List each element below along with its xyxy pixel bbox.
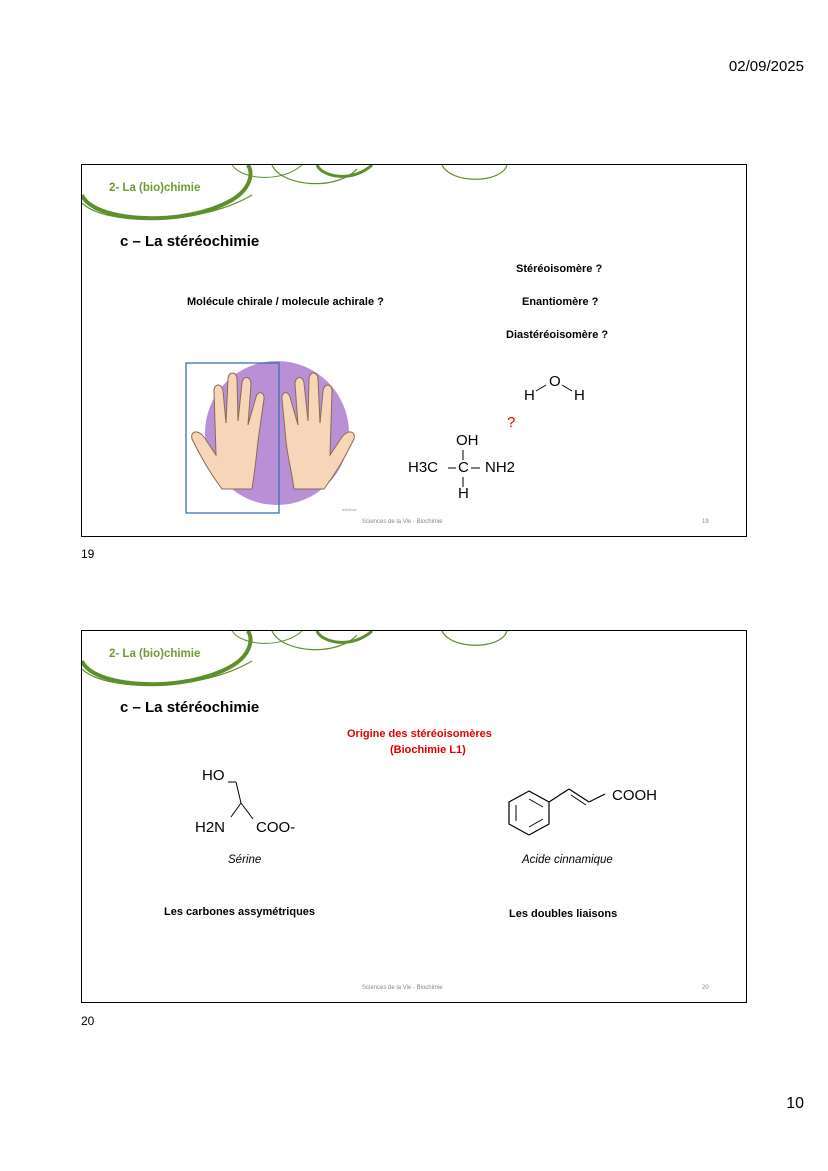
- serine-bonds: [222, 779, 262, 824]
- slide-title: c – La stéréochimie: [120, 699, 260, 716]
- cinnamic-acid-structure: [507, 781, 617, 845]
- swirl-decoration: [82, 165, 747, 225]
- origin-subheading: (Biochimie L1): [390, 744, 466, 756]
- section-label: 2- La (bio)chimie: [109, 648, 201, 660]
- slide-number-19: 19: [81, 547, 95, 561]
- question-mark: ?: [507, 414, 516, 431]
- serine-ho: HO: [202, 767, 225, 784]
- slide-footer-number: 19: [702, 519, 709, 525]
- amine-carbon: C: [458, 459, 469, 476]
- amine-nh2: NH2: [485, 459, 516, 476]
- amine-h: H: [458, 485, 469, 502]
- watermark-text: wikiHow: [342, 507, 357, 512]
- asymmetric-carbons-label: Les carbones assymétriques: [164, 906, 316, 918]
- document-date: 02/09/2025: [728, 58, 804, 75]
- chiral-question: Molécule chirale / molecule achirale ?: [187, 296, 384, 308]
- slide-number-20: 20: [81, 1014, 95, 1028]
- cinnamic-caption: Acide cinnamique: [522, 854, 613, 866]
- stereoisomer-question: Stéréoisomère ?: [516, 263, 603, 275]
- water-o: O: [549, 373, 561, 390]
- slide-footer: Sciences de la Vie - Biochimie: [362, 519, 443, 525]
- amine-bonds: [442, 447, 492, 489]
- section-label: 2- La (bio)chimie: [109, 182, 201, 194]
- water-bonds: [532, 379, 582, 395]
- serine-h2n: H2N: [195, 819, 226, 836]
- double-bonds-label: Les doubles liaisons: [509, 908, 618, 920]
- enantiomer-question: Enantiomère ?: [522, 296, 599, 308]
- diastereoisomer-question: Diastéréoisomère ?: [506, 329, 609, 341]
- slide-20: [81, 630, 747, 1003]
- serine-caption: Sérine: [228, 854, 262, 866]
- amine-h3c: H3C: [408, 459, 439, 476]
- slide-footer: Sciences de la Vie - Biochimie: [362, 985, 443, 991]
- origin-heading: Origine des stéréoisomères: [347, 728, 492, 740]
- slide-title: c – La stéréochimie: [120, 233, 260, 250]
- hands-illustration: [182, 361, 382, 516]
- water-h-right: H: [574, 387, 585, 404]
- slide-19: [81, 164, 747, 537]
- slide-footer-number: 20: [702, 985, 709, 991]
- swirl-decoration: [82, 631, 747, 691]
- serine-coo: COO-: [256, 819, 296, 836]
- amine-oh: OH: [456, 432, 479, 449]
- water-h-left: H: [524, 387, 535, 404]
- page-number: 10: [786, 1095, 804, 1112]
- cinnamic-cooh: COOH: [612, 787, 657, 804]
